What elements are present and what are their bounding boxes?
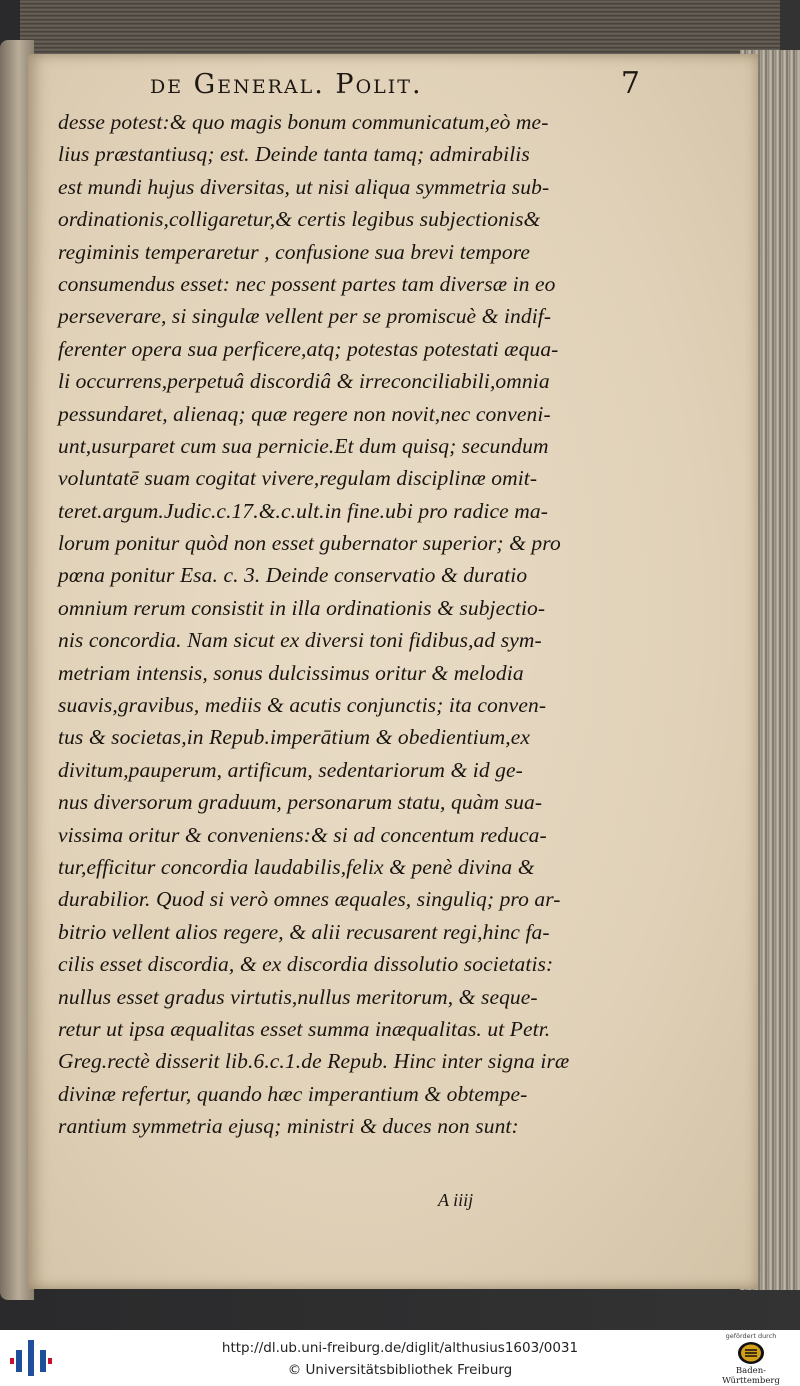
- page-header: [150, 66, 640, 106]
- text-line: rantium symmetria ejusq; ministri & duces non sunt:: [58, 1114, 519, 1139]
- text-line: voluntatē suam cogitat vivere,regulam disciplinæ omit-: [58, 466, 538, 491]
- crest-icon: [736, 1341, 766, 1365]
- text-line: regiminis temperaretur , confusione sua brevi tempore: [58, 239, 531, 264]
- text-line: divitum,pauperum, artificum, sedentariorum & id ge-: [58, 757, 523, 782]
- text-line: perseverare, si singulæ vellent per se promiscuè & indif-: [58, 304, 552, 329]
- running-title: de General. Polit.: [150, 69, 423, 100]
- sponsor-block: [710, 1332, 792, 1384]
- text-line: Greg.rectè disserit lib.6.c.1.de Repub. Hinc inter signa iræ: [58, 1049, 570, 1074]
- text-line: consumendus esset: nec possent partes tam diversæ in eo: [58, 271, 556, 296]
- text-line: cilis esset discordia, & ex discordia dissolutio societatis:: [58, 952, 554, 977]
- sponsor-name: Baden-Württemberg: [722, 1366, 780, 1386]
- sponsor-caption: gefördert durch: [725, 1332, 777, 1340]
- book-top-edge: [20, 0, 780, 58]
- viewer-footer: [0, 1330, 800, 1386]
- body-text: [58, 106, 633, 1143]
- permalink-url[interactable]: http://dl.ub.uni-freiburg.de/diglit/althusius1603/0031: [221, 1340, 579, 1356]
- text-line: desse potest:& quo magis bonum communicatum,eò me-: [58, 110, 549, 134]
- text-line: metriam intensis, sonus dulcissimus oritur & melodia: [58, 660, 524, 685]
- text-line: est mundi hujus diversitas, ut nisi aliqua symmetria sub-: [58, 174, 550, 199]
- text-line: tur,efficitur concordia laudabilis,felix & penè divina &: [58, 854, 535, 879]
- copyright-notice: © Universitätsbibliothek Freiburg: [287, 1362, 513, 1378]
- text-line: tus & societas,in Repub.imperātium & obedientium,ex: [58, 725, 531, 750]
- text-line: unt,usurparet cum sua pernicie.Et dum quisq; secundum: [58, 433, 549, 458]
- text-line: divinæ refertur, quando hæc imperantium & obtempe-: [58, 1081, 528, 1106]
- text-line: li occurrens,perpetuâ discordiâ & irreconciliabili,omnia: [58, 369, 550, 394]
- page-number: 7: [620, 66, 640, 101]
- text-line: suavis,gravibus, mediis & acutis conjunctis; ita conven-: [58, 693, 547, 718]
- text-line: vissima oritur & conveniens:& si ad concentum reduca-: [58, 822, 547, 847]
- text-line: ordinationis,colligaretur,& certis legibus subjectionis&: [58, 207, 541, 232]
- text-line: pessundaret, alienaq; quæ regere non novit,nec conveni-: [58, 401, 551, 426]
- text-line: durabilior. Quod si verò omnes æquales, singuliq; pro ar-: [58, 887, 561, 912]
- text-line: pœna ponitur Esa. c. 3. Deinde conservatio & duratio: [58, 563, 528, 588]
- text-line: nus diversorum graduum, personarum statu, quàm sua-: [58, 790, 543, 815]
- text-line: lorum ponitur quòd non esset gubernator superior; & pro: [58, 531, 561, 556]
- text-line: bitrio vellent alios regere, & alii recusarent regi,hinc fa-: [58, 919, 550, 944]
- text-line: ferenter opera sua perficere,atq; potestas potestati æqua-: [58, 336, 559, 361]
- text-line: nis concordia. Nam sicut ex diversi toni fidibus,ad sym-: [58, 628, 542, 653]
- text-line: teret.argum.Judic.c.17.&.c.ult.in fine.ubi pro radice ma-: [58, 498, 548, 523]
- signature-mark: A iiij: [438, 1190, 474, 1210]
- text-line: lius præstantiusq; est. Deinde tanta tamq; admirabilis: [58, 142, 530, 167]
- text-line: omnium rerum consistit in illa ordinationis & subjectio-: [58, 595, 546, 620]
- text-line: nullus esset gradus virtutis,nullus meritorum, & seque-: [58, 984, 538, 1009]
- text-line: retur ut ipsa æqualitas esset summa inæqualitas. ut Petr.: [58, 1016, 551, 1041]
